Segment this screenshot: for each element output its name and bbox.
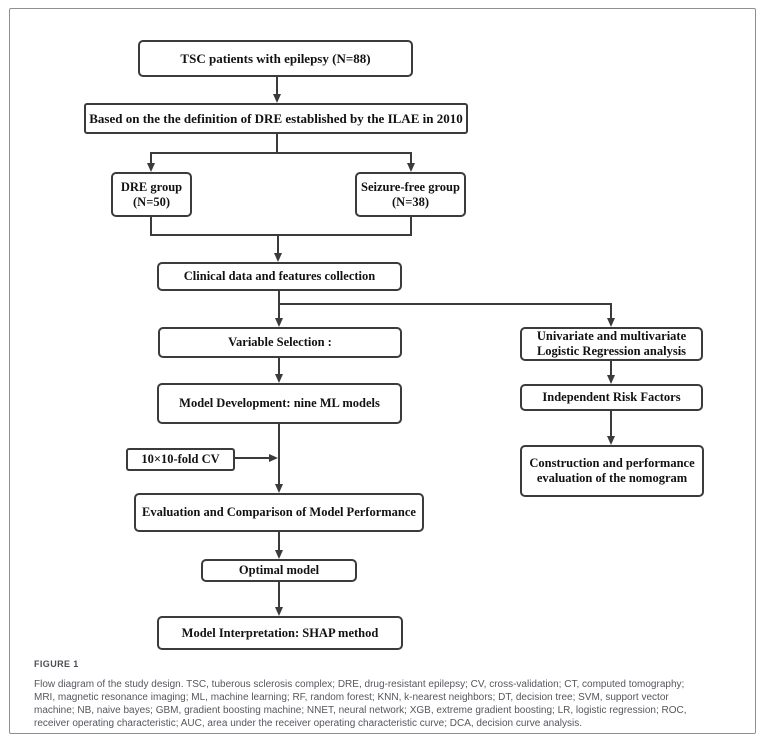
node-tsc-patients: [138, 40, 413, 77]
connector-eval-to-optimal: [278, 531, 280, 550]
node-evaluation-label: Evaluation and Comparison of Model Performance: [142, 505, 416, 519]
node-clinical-data-label: Clinical data and features collection: [183, 269, 376, 283]
node-nomogram-line2: evaluation of the nomogram: [536, 471, 688, 485]
node-univariate-line2: Logistic Regression analysis: [536, 344, 687, 358]
node-nomogram-construction: [520, 445, 704, 497]
connector-univariate-to-risk: [610, 360, 612, 375]
node-seizure-free-line2: (N=38): [392, 194, 429, 209]
arrowhead-cv-into-spine: [269, 454, 278, 462]
node-variable-selection: [158, 327, 402, 358]
figure-label: FIGURE 1: [34, 659, 79, 669]
node-tsc-patients-label: TSC patients with epilepsy (N=88): [180, 51, 371, 66]
connector-seizure-down: [410, 216, 412, 236]
connector-split-horizontal: [150, 152, 412, 154]
node-model-development-label: Model Development: nine ML models: [179, 396, 380, 410]
connector-variable-to-modeldev: [278, 357, 280, 374]
arrowhead-into-clinical: [274, 253, 282, 262]
node-cv-fold: [126, 448, 235, 471]
arrowhead-into-shap: [275, 607, 283, 616]
arrowhead-into-variable: [275, 318, 283, 327]
arrowhead-into-risk: [607, 375, 615, 384]
caption-line-3: machine; NB, naive bayes; GBM, gradient boosting machine; NNET, neural network; XGB, extreme gradient boosting; LR, logistic regression; ROC,: [34, 705, 687, 716]
arrowhead-into-ilae: [273, 94, 281, 103]
node-dre-group-line2: (N=50): [133, 194, 170, 209]
node-univariate-line1: Univariate and multivariate: [536, 329, 687, 343]
node-ilae-definition: [84, 103, 468, 134]
node-shap-interpretation: [157, 616, 403, 650]
connector-to-dre: [150, 152, 152, 163]
connector-to-seizure: [410, 152, 412, 163]
node-optimal-model-label: Optimal model: [238, 563, 320, 577]
node-seizure-free-group: [355, 172, 466, 217]
arrowhead-into-nomogram: [607, 436, 615, 445]
figure-card: [9, 8, 756, 734]
caption-line-4: receiver operating characteristic; AUC, area under the receiver operating characteristic curve; DCA, decision curve analysis.: [34, 718, 583, 729]
node-shap-label: Model Interpretation: SHAP method: [181, 625, 379, 640]
arrowhead-into-dre: [147, 163, 155, 172]
connector-optimal-to-shap: [278, 581, 280, 607]
arrowhead-into-univariate: [607, 318, 615, 327]
node-seizure-free-line1: Seizure-free group: [361, 179, 460, 194]
caption-line-1: Flow diagram of the study design. TSC, tuberous sclerosis complex; DRE, drug-resistant epilepsy; CV, cross-validation; CT, computed tomography;: [34, 679, 685, 690]
node-optimal-model: [201, 559, 357, 582]
connector-join-to-clinical: [277, 234, 279, 253]
connector-ilae-down: [276, 133, 278, 154]
node-dre-group-line1: DRE group: [120, 179, 183, 194]
connector-tsc-to-ilae: [276, 76, 278, 94]
node-ilae-definition-label: Based on the the definition of DRE established by the ILAE in 2010: [89, 111, 463, 126]
connector-cv-horizontal: [235, 457, 269, 459]
figure-caption: [34, 678, 750, 730]
node-dre-group: [111, 172, 192, 217]
connector-join-horizontal: [150, 234, 412, 236]
node-evaluation-comparison: [134, 493, 424, 532]
flow-diagram: [10, 9, 755, 657]
node-independent-risk-factors: [520, 384, 703, 411]
arrowhead-into-optimal: [275, 550, 283, 559]
node-risk-factors-label: Independent Risk Factors: [542, 390, 681, 404]
arrowhead-into-seizure: [407, 163, 415, 172]
arrowhead-into-modeldev: [275, 374, 283, 383]
node-cv-fold-label: 10×10-fold CV: [141, 452, 220, 466]
node-nomogram-line1: Construction and performance: [529, 456, 695, 470]
connector-branch-down: [610, 303, 612, 318]
arrowhead-into-eval: [275, 484, 283, 493]
node-univariate-logistic: [520, 327, 703, 361]
connector-branch-horizontal: [278, 303, 612, 305]
connector-dre-down: [150, 216, 152, 236]
connector-risk-to-nomogram: [610, 410, 612, 436]
caption-line-2: MRI, magnetic resonance imaging; ML, machine learning; RF, random forest; KNN, k-nearest neighbors; DT, decision tree; SVM, support vector: [34, 692, 669, 703]
node-variable-selection-label: Variable Selection :: [228, 335, 332, 349]
node-model-development: [157, 383, 402, 424]
connector-modeldev-to-eval: [278, 423, 280, 484]
node-clinical-data: [157, 262, 402, 291]
